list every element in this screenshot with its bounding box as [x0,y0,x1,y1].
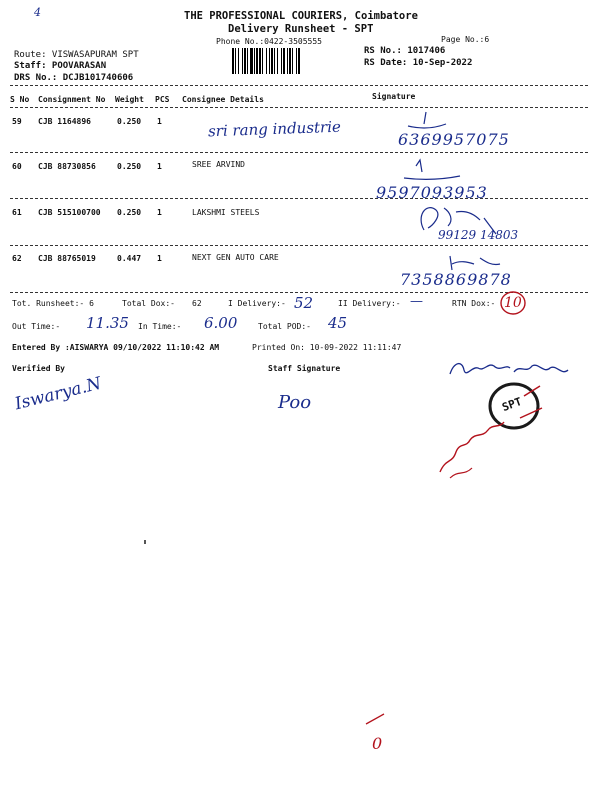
row-61-consignment: CJB 515100700 [38,208,101,217]
ii-delivery-label: II Delivery:- [338,299,401,308]
col-header-sno: S No [10,95,30,104]
staff-signature: Poo [278,392,312,413]
row-60-weight: 0.250 [117,162,142,171]
divider-row-60 [10,198,588,199]
bottom-red-stroke [364,712,388,726]
row-61-pcs: 1 [157,208,162,217]
in-time-label: In Time:- [138,322,182,331]
corner-mark: 4 [34,6,41,19]
out-time-value: 11.35 [86,314,129,332]
col-header-signature: Signature [372,92,416,101]
row-59-sno: 59 [12,117,22,126]
row-61-weight: 0.250 [117,208,142,217]
row-59-consignment: CJB 1164896 [38,117,91,126]
runsheet-title: Delivery Runsheet - SPT [228,23,374,35]
row-61-phone-handwritten: 99129 14803 [438,228,519,242]
col-header-consignment: Consignment No [38,95,106,104]
row-61-consignee: LAKSHMI STEELS [192,208,260,217]
total-pod-label: Total POD:- [258,322,311,331]
row-60-consignee: SREE ARVIND [192,160,245,169]
rtn-dox-value: 10 [504,295,522,311]
ii-delivery-value: — [410,294,423,309]
company-title: THE PROFESSIONAL COURIERS, Coimbatore [184,10,418,22]
staff-signature-label: Staff Signature [268,364,341,373]
row-59-pcs: 1 [157,117,162,126]
divider-top [10,85,588,86]
spt-stamp-text: SPT [500,394,524,415]
row-59-phone-handwritten: 6369957075 [398,130,510,149]
red-signature-scribble [430,412,540,482]
drs-number: DRS No.: DCJB101740606 [14,73,134,83]
col-header-consignee: Consignee Details [182,95,264,104]
row-62-weight: 0.447 [117,254,142,263]
in-time-value: 6.00 [204,314,238,332]
i-delivery-label: I Delivery:- [228,299,286,308]
phone-number: Phone No.:0422-3505555 [216,37,322,46]
printed-on: Printed On: 10-09-2022 11:11:47 [252,343,402,352]
row-60-pcs: 1 [157,162,162,171]
col-header-weight: Weight [115,95,144,104]
staff-name: Staff: POOVARASAN [14,61,107,71]
rtn-dox-label: RTN Dox:- [452,299,496,308]
row-62-pcs: 1 [157,254,162,263]
row-61-sno: 61 [12,208,22,217]
route: Route: VISWASAPURAM SPT [14,50,139,60]
row-60-signature-scribble [396,158,466,184]
row-62-phone-handwritten: 7358869878 [400,270,512,289]
row-60-phone-handwritten: 9597093953 [376,183,488,202]
total-dox-value: 62 [192,299,202,308]
rs-date: RS Date: 10-Sep-2022 [364,58,473,68]
total-pod-value: 45 [328,314,348,332]
divider-row-61 [10,245,588,246]
barcode-image [232,48,356,74]
total-dox-label: Total Dox:- [122,299,175,308]
row-62-consignee: NEXT GEN AUTO CARE [192,253,279,262]
rs-number: RS No.: 1017406 [364,46,446,56]
i-delivery-value: 52 [294,294,314,312]
entered-by: Entered By :AISWARYA 09/10/2022 11:10:42 AM [12,343,220,352]
row-60-sno: 60 [12,162,22,171]
row-59-weight: 0.250 [117,117,142,126]
divider-header [10,107,588,108]
divider-row-59 [10,152,588,153]
row-62-consignment: CJB 88765019 [38,254,96,263]
total-runsheet: Tot. Runsheet:- 6 [12,299,94,308]
row-59-consignee-handwritten: sri rang industrie [207,117,342,141]
row-59-signature-scribble [396,108,456,132]
verified-by-label: Verified By [12,364,65,373]
out-time-label: Out Time:- [12,322,61,331]
bottom-mark: 0 [372,734,383,753]
col-header-pcs: PCS [155,95,170,104]
row-60-consignment: CJB 88730856 [38,162,96,171]
page-number: Page No.:6 [441,35,490,44]
verified-by-signature: Iswarya.N [12,373,104,415]
scan-speck [144,540,146,544]
row-62-sno: 62 [12,254,22,263]
